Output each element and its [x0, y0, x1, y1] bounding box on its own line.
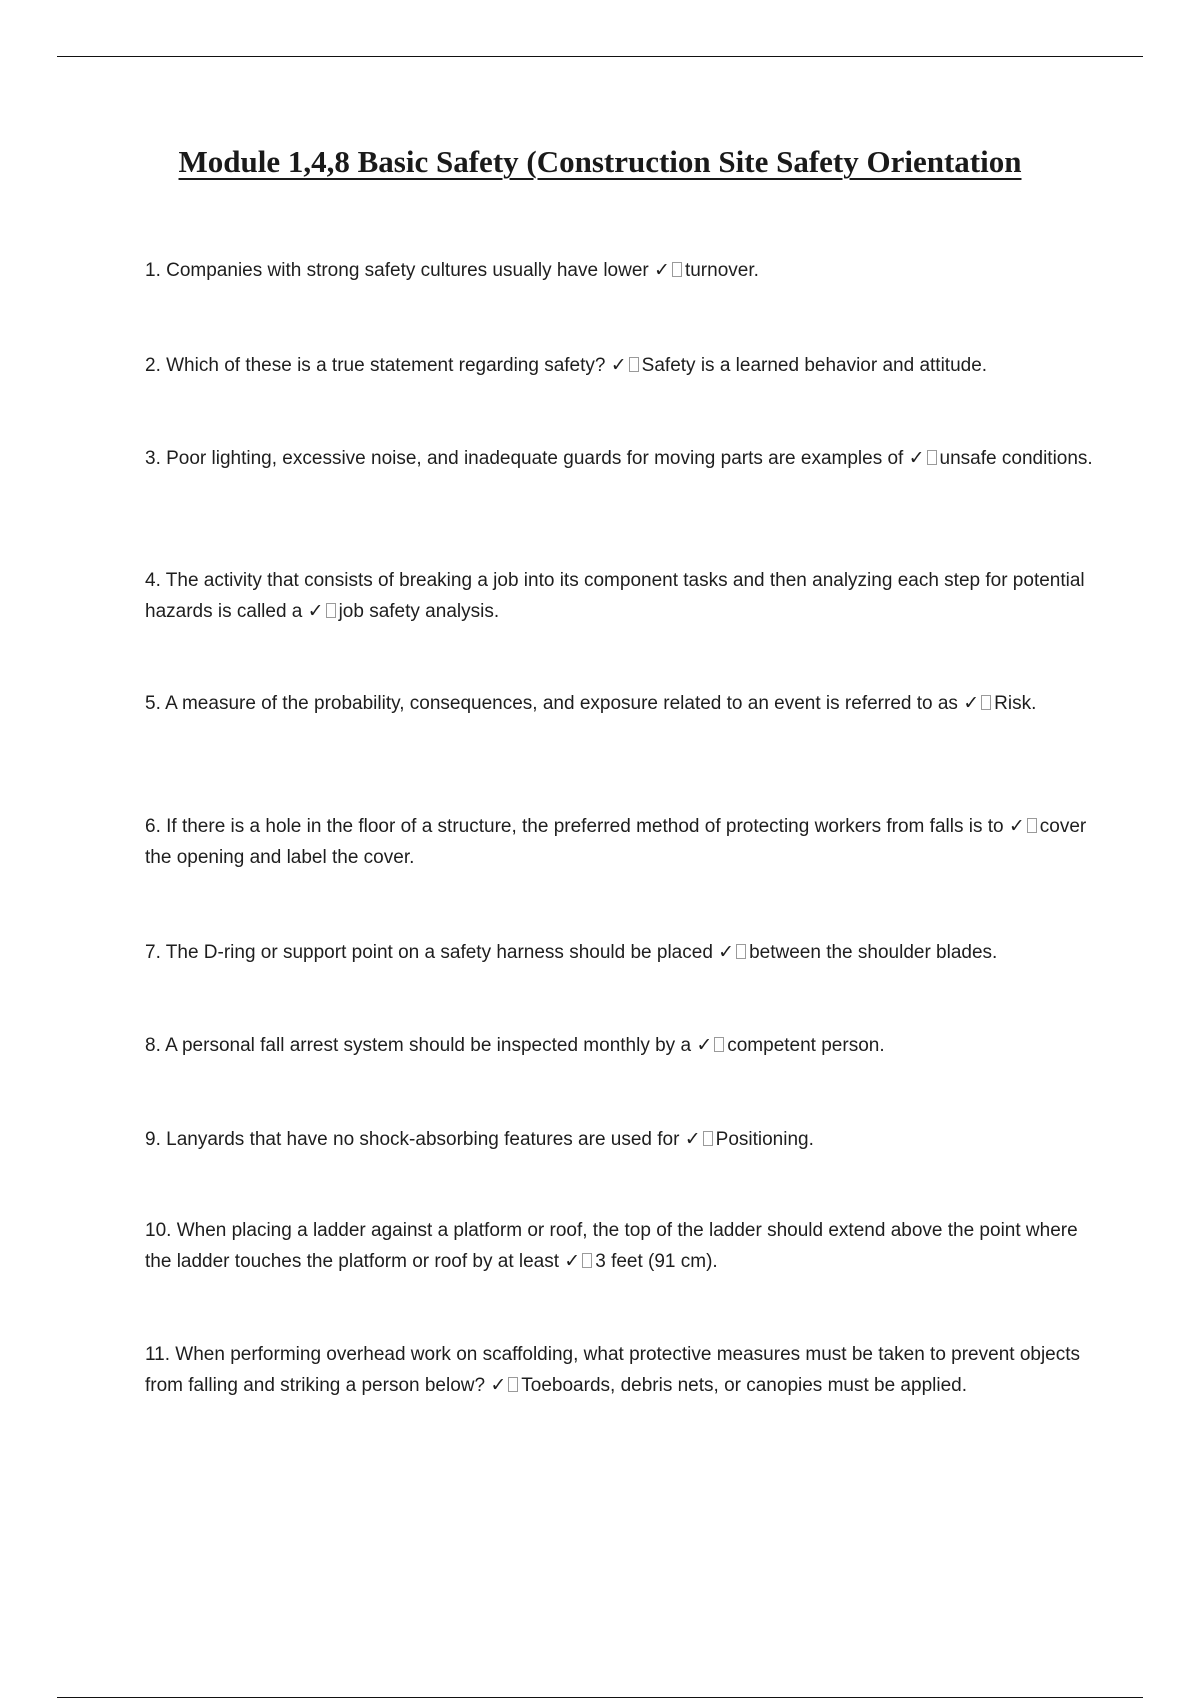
check-icon: ✓ — [696, 1034, 713, 1056]
qa-item-1 — [145, 255, 1095, 286]
page-title-text: Module 1,4,8 Basic Safety (Construction Site Safety Orientation — [178, 144, 1022, 179]
question-text: 3. Poor lighting, excessive noise, and inadequate guards for moving parts are examples of — [145, 448, 904, 469]
checkbox-icon — [582, 1253, 592, 1268]
check-icon: ✓ — [490, 1374, 507, 1396]
check-icon: ✓ — [718, 941, 735, 963]
checkbox-icon — [736, 944, 746, 959]
qa-item-8 — [145, 1030, 1095, 1061]
qa-item-2 — [145, 350, 1095, 381]
question-text: 2. Which of these is a true statement regarding safety? — [145, 355, 606, 376]
qa-item-9 — [145, 1124, 1095, 1155]
question-text: 1. Companies with strong safety cultures usually have lower — [145, 260, 649, 281]
check-icon: ✓ — [684, 1128, 701, 1150]
qa-item-11 — [145, 1339, 1095, 1401]
question-text: 7. The D-ring or support point on a safety harness should be placed — [145, 942, 713, 963]
qa-item-7 — [145, 937, 1095, 968]
answer-text: job safety analysis. — [338, 601, 500, 622]
question-text: 10. When placing a ladder against a platform or roof, the top of the ladder should extend above the point where the ladder touches the platform or roof by at least — [145, 1220, 1078, 1272]
answer-text: Risk. — [994, 693, 1037, 714]
checkbox-icon — [927, 450, 937, 465]
question-text: 9. Lanyards that have no shock-absorbing features are used for — [145, 1129, 680, 1150]
checkbox-icon — [981, 695, 991, 710]
checkbox-icon — [672, 262, 682, 277]
checkbox-icon — [326, 603, 336, 618]
qa-item-5 — [145, 688, 1095, 719]
check-icon: ✓ — [654, 259, 670, 281]
qa-item-4 — [145, 565, 1095, 627]
page-title — [0, 142, 1200, 182]
answer-text: between the shoulder blades. — [749, 942, 998, 963]
qa-item-3 — [145, 443, 1095, 474]
answer-text: cover the opening and label the cover. — [145, 816, 1087, 868]
check-icon: ✓ — [610, 354, 627, 376]
check-icon: ✓ — [908, 447, 925, 469]
check-icon: ✓ — [564, 1250, 581, 1272]
question-text: 11. When performing overhead work on scaffolding, what protective measures must be taken to prevent objects from falling and striking a person below? — [145, 1344, 1081, 1396]
answer-text: Positioning. — [715, 1129, 814, 1150]
answer-text: competent person. — [727, 1035, 885, 1056]
question-text: 4. The activity that consists of breaking a job into its component tasks and then analyzing each step for potential hazards is called a — [145, 570, 1085, 622]
answer-text: Safety is a learned behavior and attitude. — [641, 355, 988, 376]
question-text: 8. A personal fall arrest system should be inspected monthly by a — [145, 1035, 692, 1056]
qa-item-10 — [145, 1215, 1095, 1277]
qa-item-6 — [145, 811, 1095, 873]
checkbox-icon — [629, 357, 639, 372]
question-text: 5. A measure of the probability, consequences, and exposure related to an event is referred to as — [145, 693, 958, 714]
answer-text: 3 feet (91 cm). — [595, 1251, 718, 1272]
answer-text: unsafe conditions. — [939, 448, 1093, 469]
check-icon: ✓ — [307, 600, 324, 622]
checkbox-icon — [1027, 818, 1037, 833]
checkbox-icon — [714, 1037, 724, 1052]
answer-text: Toeboards, debris nets, or canopies must be applied. — [521, 1375, 967, 1396]
bottom-divider — [57, 1697, 1143, 1698]
check-icon: ✓ — [963, 692, 980, 714]
checkbox-icon — [508, 1377, 518, 1392]
top-divider — [57, 56, 1143, 57]
answer-text: turnover. — [684, 260, 759, 281]
question-text: 6. If there is a hole in the floor of a structure, the preferred method of protecting workers from falls is to — [145, 816, 1004, 837]
check-icon: ✓ — [1008, 815, 1025, 837]
checkbox-icon — [703, 1131, 713, 1146]
